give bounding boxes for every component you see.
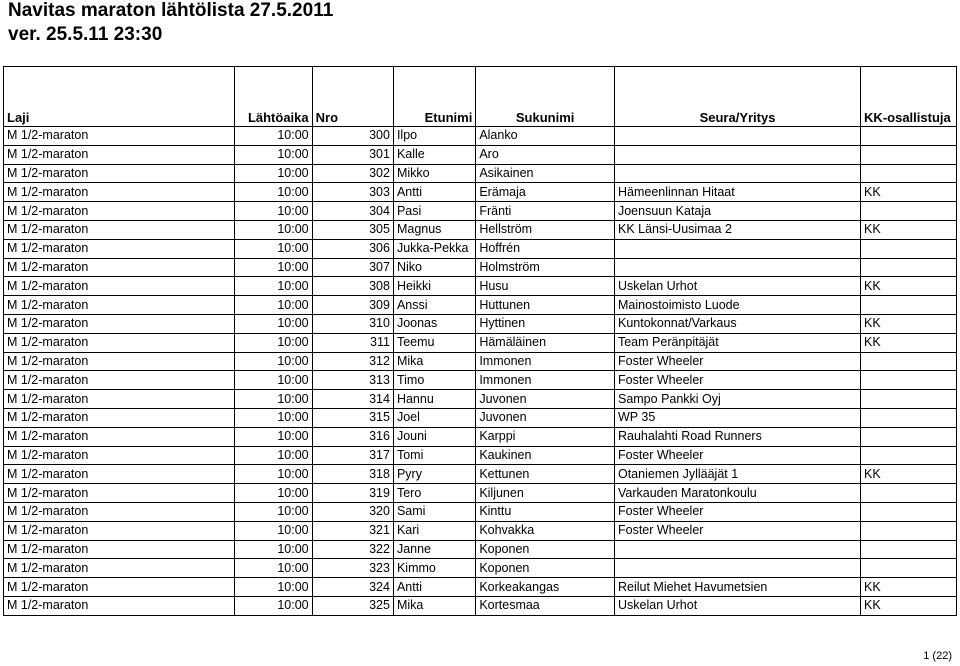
- cell-seura: Foster Wheeler: [614, 521, 860, 540]
- cell-kk: [861, 540, 957, 559]
- cell-sukunimi: Kohvakka: [476, 521, 615, 540]
- cell-etunimi: Mika: [393, 352, 475, 371]
- cell-seura: Team Peränpitäjät: [614, 333, 860, 352]
- cell-sukunimi: Holmström: [476, 258, 615, 277]
- cell-lahtoaika: 10:00: [235, 540, 312, 559]
- cell-etunimi: Heikki: [393, 277, 475, 296]
- cell-etunimi: Jouni: [393, 427, 475, 446]
- cell-lahtoaika: 10:00: [235, 296, 312, 315]
- cell-seura: [614, 559, 860, 578]
- version-label: ver. 25.5.11 23:30: [8, 24, 163, 45]
- table-row: [4, 465, 957, 484]
- cell-kk: [861, 202, 957, 221]
- cell-etunimi: Pasi: [393, 202, 475, 221]
- cell-etunimi: Jukka-Pekka: [393, 239, 475, 258]
- cell-kk: [861, 258, 957, 277]
- cell-sukunimi: Juvonen: [476, 408, 615, 427]
- cell-lahtoaika: 10:00: [235, 465, 312, 484]
- cell-laji: M 1/2-maraton: [4, 540, 235, 559]
- cell-lahtoaika: 10:00: [235, 559, 312, 578]
- cell-nro: 317: [312, 446, 393, 465]
- cell-lahtoaika: 10:00: [235, 427, 312, 446]
- cell-kk: [861, 390, 957, 409]
- cell-seura: Hämeenlinnan Hitaat: [614, 183, 860, 202]
- cell-nro: 302: [312, 164, 393, 183]
- cell-nro: 307: [312, 258, 393, 277]
- table-row: [4, 145, 957, 164]
- cell-laji: M 1/2-maraton: [4, 145, 235, 164]
- cell-laji: M 1/2-maraton: [4, 333, 235, 352]
- table-row: [4, 446, 957, 465]
- cell-sukunimi: Erämaja: [476, 183, 615, 202]
- cell-nro: 309: [312, 296, 393, 315]
- cell-kk: KK: [861, 578, 957, 597]
- cell-etunimi: Sami: [393, 502, 475, 521]
- cell-nro: 325: [312, 596, 393, 615]
- cell-lahtoaika: 10:00: [235, 502, 312, 521]
- table-row: [4, 164, 957, 183]
- column-header-seura: Seura/Yritys: [614, 67, 860, 127]
- column-header-nro: Nro: [312, 67, 393, 127]
- cell-kk: [861, 145, 957, 164]
- cell-laji: M 1/2-maraton: [4, 164, 235, 183]
- cell-etunimi: Tero: [393, 484, 475, 503]
- cell-seura: [614, 540, 860, 559]
- cell-lahtoaika: 10:00: [235, 408, 312, 427]
- cell-laji: M 1/2-maraton: [4, 239, 235, 258]
- table-row: [4, 277, 957, 296]
- cell-kk: KK: [861, 465, 957, 484]
- cell-etunimi: Hannu: [393, 390, 475, 409]
- cell-nro: 315: [312, 408, 393, 427]
- cell-sukunimi: Karppi: [476, 427, 615, 446]
- cell-etunimi: Kimmo: [393, 559, 475, 578]
- cell-lahtoaika: 10:00: [235, 164, 312, 183]
- cell-kk: [861, 408, 957, 427]
- cell-kk: KK: [861, 314, 957, 333]
- cell-kk: [861, 127, 957, 146]
- cell-kk: KK: [861, 596, 957, 615]
- cell-sukunimi: Koponen: [476, 559, 615, 578]
- cell-kk: [861, 521, 957, 540]
- cell-lahtoaika: 10:00: [235, 183, 312, 202]
- cell-laji: M 1/2-maraton: [4, 521, 235, 540]
- cell-sukunimi: Kortesmaa: [476, 596, 615, 615]
- cell-nro: 311: [312, 333, 393, 352]
- cell-seura: Foster Wheeler: [614, 352, 860, 371]
- cell-laji: M 1/2-maraton: [4, 596, 235, 615]
- cell-kk: [861, 371, 957, 390]
- table-row: [4, 296, 957, 315]
- cell-nro: 308: [312, 277, 393, 296]
- cell-seura: WP 35: [614, 408, 860, 427]
- cell-etunimi: Niko: [393, 258, 475, 277]
- cell-laji: M 1/2-maraton: [4, 427, 235, 446]
- page-title: Navitas maraton lähtölista 27.5.2011: [8, 0, 334, 21]
- cell-lahtoaika: 10:00: [235, 258, 312, 277]
- cell-etunimi: Antti: [393, 183, 475, 202]
- cell-nro: 300: [312, 127, 393, 146]
- cell-laji: M 1/2-maraton: [4, 390, 235, 409]
- table-row: [4, 220, 957, 239]
- cell-lahtoaika: 10:00: [235, 202, 312, 221]
- table-header-row: [4, 67, 957, 127]
- cell-nro: 313: [312, 371, 393, 390]
- cell-kk: [861, 352, 957, 371]
- cell-sukunimi: Hoffrén: [476, 239, 615, 258]
- cell-etunimi: Joel: [393, 408, 475, 427]
- cell-laji: M 1/2-maraton: [4, 465, 235, 484]
- cell-etunimi: Anssi: [393, 296, 475, 315]
- table-row: [4, 390, 957, 409]
- cell-seura: [614, 164, 860, 183]
- cell-laji: M 1/2-maraton: [4, 408, 235, 427]
- cell-sukunimi: Korkeakangas: [476, 578, 615, 597]
- table-row: [4, 596, 957, 615]
- cell-laji: M 1/2-maraton: [4, 277, 235, 296]
- cell-seura: Rauhalahti Road Runners: [614, 427, 860, 446]
- table-row: [4, 239, 957, 258]
- cell-seura: KK Länsi-Uusimaa 2: [614, 220, 860, 239]
- cell-kk: KK: [861, 183, 957, 202]
- table-row: [4, 183, 957, 202]
- table-row: [4, 484, 957, 503]
- cell-laji: M 1/2-maraton: [4, 183, 235, 202]
- cell-lahtoaika: 10:00: [235, 446, 312, 465]
- cell-etunimi: Janne: [393, 540, 475, 559]
- table-row: [4, 258, 957, 277]
- cell-laji: M 1/2-maraton: [4, 371, 235, 390]
- cell-lahtoaika: 10:00: [235, 220, 312, 239]
- cell-seura: Otaniemen Jyllääjät 1: [614, 465, 860, 484]
- cell-laji: M 1/2-maraton: [4, 296, 235, 315]
- cell-lahtoaika: 10:00: [235, 390, 312, 409]
- cell-nro: 323: [312, 559, 393, 578]
- start-list-table: [3, 66, 957, 616]
- cell-seura: Foster Wheeler: [614, 371, 860, 390]
- cell-seura: Joensuun Kataja: [614, 202, 860, 221]
- cell-laji: M 1/2-maraton: [4, 446, 235, 465]
- cell-kk: [861, 484, 957, 503]
- cell-sukunimi: Juvonen: [476, 390, 615, 409]
- cell-seura: Reilut Miehet Havumetsien: [614, 578, 860, 597]
- cell-nro: 310: [312, 314, 393, 333]
- cell-etunimi: Teemu: [393, 333, 475, 352]
- cell-lahtoaika: 10:00: [235, 333, 312, 352]
- cell-laji: M 1/2-maraton: [4, 258, 235, 277]
- cell-lahtoaika: 10:00: [235, 578, 312, 597]
- column-header-laji: Laji: [4, 67, 235, 127]
- cell-nro: 324: [312, 578, 393, 597]
- table-row: [4, 333, 957, 352]
- cell-kk: KK: [861, 277, 957, 296]
- cell-sukunimi: Hyttinen: [476, 314, 615, 333]
- cell-nro: 318: [312, 465, 393, 484]
- cell-etunimi: Tomi: [393, 446, 475, 465]
- cell-etunimi: Kari: [393, 521, 475, 540]
- cell-etunimi: Antti: [393, 578, 475, 597]
- cell-seura: Mainostoimisto Luode: [614, 296, 860, 315]
- cell-laji: M 1/2-maraton: [4, 127, 235, 146]
- cell-nro: 301: [312, 145, 393, 164]
- cell-kk: [861, 239, 957, 258]
- table-row: [4, 314, 957, 333]
- cell-lahtoaika: 10:00: [235, 484, 312, 503]
- cell-laji: M 1/2-maraton: [4, 202, 235, 221]
- cell-sukunimi: Fränti: [476, 202, 615, 221]
- table-row: [4, 127, 957, 146]
- cell-sukunimi: Aro: [476, 145, 615, 164]
- table-row: [4, 408, 957, 427]
- table-row: [4, 502, 957, 521]
- cell-laji: M 1/2-maraton: [4, 314, 235, 333]
- cell-seura: [614, 145, 860, 164]
- cell-nro: 321: [312, 521, 393, 540]
- cell-sukunimi: Immonen: [476, 371, 615, 390]
- cell-sukunimi: Kaukinen: [476, 446, 615, 465]
- cell-sukunimi: Kettunen: [476, 465, 615, 484]
- cell-nro: 303: [312, 183, 393, 202]
- table-row: [4, 371, 957, 390]
- cell-kk: [861, 164, 957, 183]
- column-header-kk-osallistuja: KK-osallistuja: [861, 67, 957, 127]
- cell-seura: [614, 127, 860, 146]
- cell-seura: Foster Wheeler: [614, 446, 860, 465]
- cell-laji: M 1/2-maraton: [4, 220, 235, 239]
- cell-sukunimi: Kiljunen: [476, 484, 615, 503]
- cell-laji: M 1/2-maraton: [4, 559, 235, 578]
- cell-lahtoaika: 10:00: [235, 127, 312, 146]
- cell-seura: [614, 258, 860, 277]
- cell-laji: M 1/2-maraton: [4, 502, 235, 521]
- cell-sukunimi: Huttunen: [476, 296, 615, 315]
- cell-seura: Uskelan Urhot: [614, 277, 860, 296]
- cell-seura: Uskelan Urhot: [614, 596, 860, 615]
- table-row: [4, 559, 957, 578]
- cell-nro: 304: [312, 202, 393, 221]
- cell-sukunimi: Asikainen: [476, 164, 615, 183]
- column-header-etunimi: Etunimi: [393, 67, 475, 127]
- cell-lahtoaika: 10:00: [235, 314, 312, 333]
- cell-laji: M 1/2-maraton: [4, 352, 235, 371]
- cell-nro: 320: [312, 502, 393, 521]
- cell-sukunimi: Hämäläinen: [476, 333, 615, 352]
- cell-etunimi: Pyry: [393, 465, 475, 484]
- cell-lahtoaika: 10:00: [235, 521, 312, 540]
- cell-sukunimi: Hellström: [476, 220, 615, 239]
- column-header-sukunimi: Sukunimi: [476, 67, 615, 127]
- cell-kk: KK: [861, 220, 957, 239]
- cell-nro: 305: [312, 220, 393, 239]
- cell-kk: [861, 296, 957, 315]
- cell-etunimi: Timo: [393, 371, 475, 390]
- cell-seura: [614, 239, 860, 258]
- cell-etunimi: Mika: [393, 596, 475, 615]
- cell-etunimi: Mikko: [393, 164, 475, 183]
- cell-seura: Sampo Pankki Oyj: [614, 390, 860, 409]
- cell-lahtoaika: 10:00: [235, 352, 312, 371]
- table-row: [4, 540, 957, 559]
- cell-sukunimi: Husu: [476, 277, 615, 296]
- cell-seura: Varkauden Maratonkoulu: [614, 484, 860, 503]
- cell-laji: M 1/2-maraton: [4, 484, 235, 503]
- cell-nro: 314: [312, 390, 393, 409]
- cell-sukunimi: Immonen: [476, 352, 615, 371]
- cell-laji: M 1/2-maraton: [4, 578, 235, 597]
- cell-etunimi: Ilpo: [393, 127, 475, 146]
- cell-nro: 319: [312, 484, 393, 503]
- cell-lahtoaika: 10:00: [235, 371, 312, 390]
- cell-kk: KK: [861, 333, 957, 352]
- cell-lahtoaika: 10:00: [235, 239, 312, 258]
- cell-sukunimi: Alanko: [476, 127, 615, 146]
- page-number: 1 (22): [923, 650, 952, 662]
- cell-nro: 316: [312, 427, 393, 446]
- table-row: [4, 521, 957, 540]
- cell-kk: [861, 427, 957, 446]
- table-row: [4, 352, 957, 371]
- table-row: [4, 578, 957, 597]
- cell-etunimi: Joonas: [393, 314, 475, 333]
- cell-lahtoaika: 10:00: [235, 145, 312, 164]
- cell-kk: [861, 559, 957, 578]
- cell-lahtoaika: 10:00: [235, 277, 312, 296]
- cell-etunimi: Kalle: [393, 145, 475, 164]
- cell-nro: 322: [312, 540, 393, 559]
- cell-seura: Foster Wheeler: [614, 502, 860, 521]
- table-row: [4, 202, 957, 221]
- cell-nro: 306: [312, 239, 393, 258]
- cell-etunimi: Magnus: [393, 220, 475, 239]
- column-header-lahtoaika: Lähtöaika: [235, 67, 312, 127]
- cell-sukunimi: Koponen: [476, 540, 615, 559]
- cell-kk: [861, 446, 957, 465]
- cell-sukunimi: Kinttu: [476, 502, 615, 521]
- cell-kk: [861, 502, 957, 521]
- cell-seura: Kuntokonnat/Varkaus: [614, 314, 860, 333]
- cell-lahtoaika: 10:00: [235, 596, 312, 615]
- cell-nro: 312: [312, 352, 393, 371]
- table-row: [4, 427, 957, 446]
